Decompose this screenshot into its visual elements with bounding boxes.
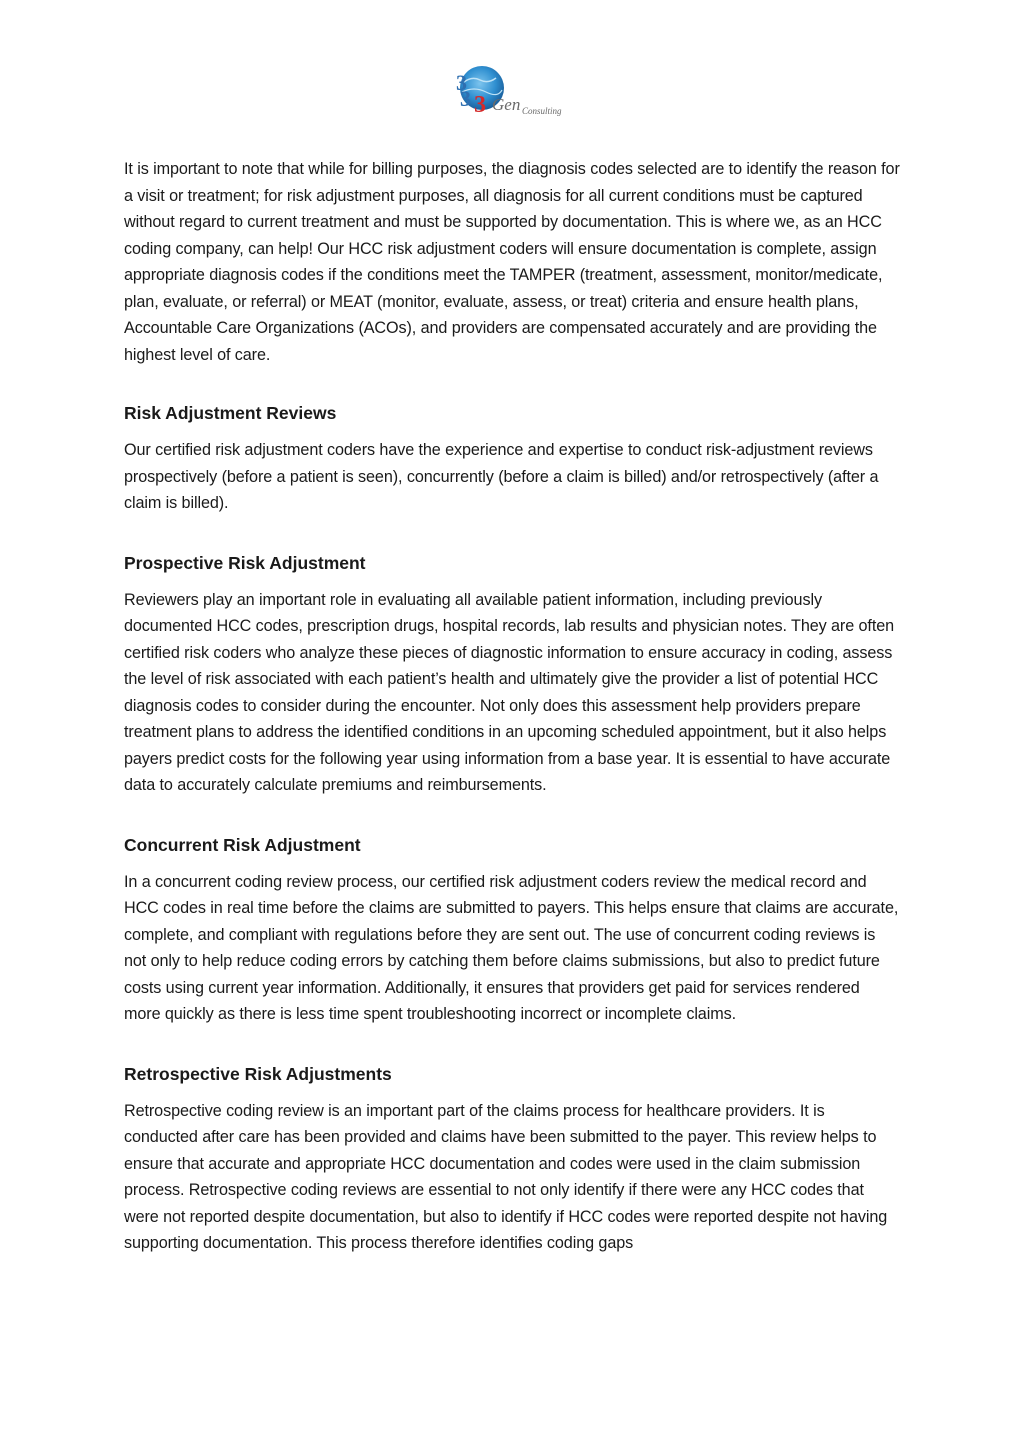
logo-digit-1: 3 (456, 70, 467, 95)
logo-graphic (452, 64, 572, 124)
document-body (124, 156, 900, 1257)
section-heading-prospective: Prospective Risk Adjustment (124, 552, 366, 573)
section-heading-concurrent: Concurrent Risk Adjustment (124, 834, 361, 855)
section-heading-retrospective: Retrospective Risk Adjustments (124, 1063, 392, 1084)
logo-digit-3: 3 (474, 92, 486, 118)
logo-digit-2: 3 (460, 86, 471, 111)
section-body-risk-adjustment-reviews: Our certified risk adjustment coders have the experience and expertise to conduct risk-adjustment reviews prospectively (before a patient is seen), concurrently (before a claim is billed) and/or retrospectively (after a claim is billed). (124, 441, 879, 512)
logo-gen-text: Gen (492, 95, 521, 114)
section-body-retrospective: Retrospective coding review is an important part of the claims process for healthcare providers. It is conducted after care has been provided and claims have been submitted to the payer. This review helps to ensure that accurate and appropriate HCC documentation and codes were used in the claim submission process. Retrospective coding reviews are essential to not only identify if there were any HCC codes that were not reported despite documentation, but also to identify if HCC codes were reported despite not having supporting documentation. This process therefore identifies coding gaps (124, 1101, 888, 1252)
company-logo (452, 64, 572, 124)
logo-consulting-text: Consulting (522, 106, 562, 116)
section-heading-risk-adjustment-reviews: Risk Adjustment Reviews (124, 403, 337, 423)
intro-paragraph: It is important to note that while for billing purposes, the diagnosis codes selected are to identify the reason for a visit or treatment; for risk adjustment purposes, all diagnosis for all current conditions must be captured without regard to current treatment and must be supported by documentation. This is where we, as an HCC coding company, can help! Our HCC risk adjustment coders will ensure documentation is complete, assign appropriate diagnosis codes if the conditions meet the TAMPER (treatment, assessment, monitor/medicate, plan, evaluate, or referral) or MEAT (monitor, evaluate, assess, or treat) criteria and ensure health plans, Accountable Care Organizations (ACOs), and providers are compensated accurately and are providing the highest level of care. (124, 160, 900, 364)
section-body-prospective: Reviewers play an important role in evaluating all available patient information, including previously documented HCC codes, prescription drugs, hospital records, lab results and physician notes. They are often certified risk coders who analyze these pieces of diagnostic information to ensure accuracy in coding, assess the level of risk associated with each patient’s health and ultimately give the provider a list of potential HCC diagnosis codes to consider during the encounter. Not only does this assessment help providers prepare treatment plans to address the identified conditions in an upcoming scheduled appointment, but it also helps payers predict costs for the following year using information from a base year. It is essential to have accurate data to accurately calculate premiums and reimbursements. (124, 590, 895, 794)
section-body-concurrent: In a concurrent coding review process, our certified risk adjustment coders review the medical record and HCC codes in real time before the claims are submitted to payers. This helps ensure that claims are accurate, complete, and compliant with regulations before they are sent out. The use of concurrent coding reviews is not only to help reduce coding errors by catching them before claims submissions, but also to predict future costs using current year information. Additionally, it ensures that providers get paid for services rendered more quickly as there is less time spent troubleshooting incorrect or incomplete claims. (124, 872, 899, 1023)
